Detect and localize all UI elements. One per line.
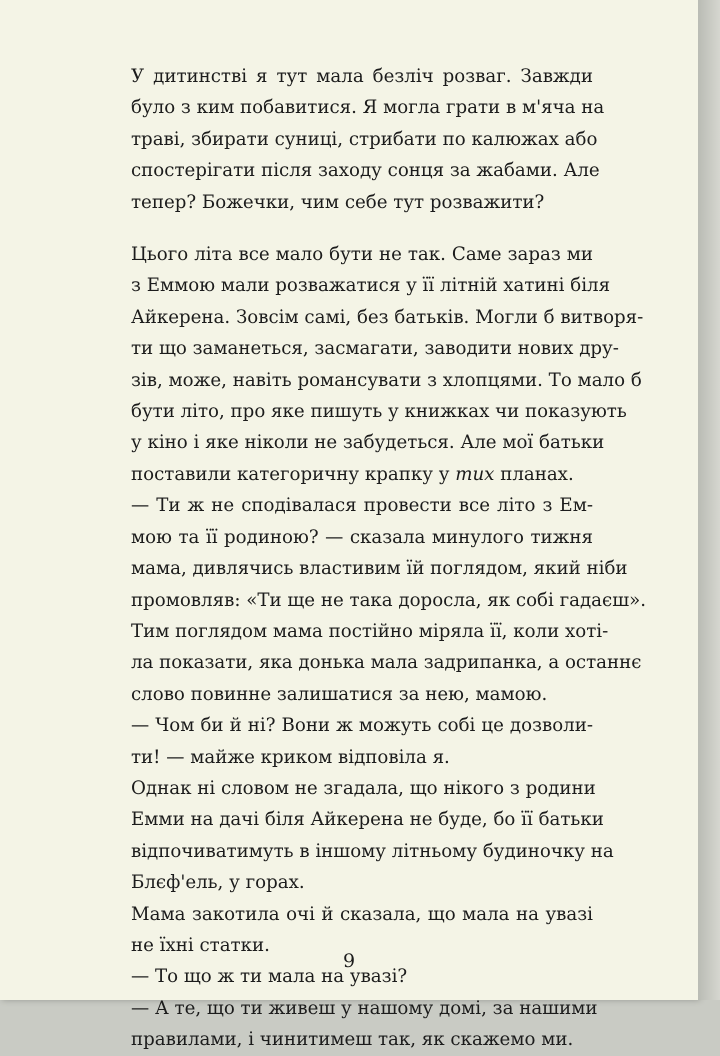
paragraph-3: [131, 490, 647, 616]
text-line: слово повинне залишатися за нею, мамою.: [131, 683, 548, 705]
paragraph-9: [131, 993, 598, 1056]
text-line: промовляв: «Ти ще не така доросла, як собі гадаєш».: [131, 589, 647, 611]
paragraph-5: [131, 710, 593, 773]
text-line: Мама закотила очі й сказала, що мала на увазі: [131, 903, 593, 925]
paragraph-1: [131, 61, 605, 218]
text-line: мама, дивлячись властивим їй поглядом, який ніби: [131, 558, 628, 580]
text-line: Тим поглядом мама постійно міряла її, коли хоті-: [131, 620, 609, 642]
text-segment: планах.: [494, 463, 574, 485]
text-line: з Еммою мали розважатися у її літній хатині біля: [131, 275, 611, 297]
text-line: Цього літа все мало бути не так. Саме зараз ми: [131, 244, 593, 266]
text-line: тепер? Божечки, чим себе тут розважити?: [131, 191, 545, 213]
page-edge: [698, 0, 720, 1000]
paragraph-4: [131, 616, 642, 710]
text-line: траві, збирати суниці, стрибати по калюжах або: [131, 128, 598, 150]
body-text: [131, 61, 647, 1056]
text-line: Блєф'ель, у горах.: [131, 872, 305, 894]
text-segment: поставили категоричну крапку у: [131, 463, 456, 485]
text-line: — Чом би й ні? Вони ж можуть собі це дозволи-: [131, 715, 593, 737]
text-line: було з ким побавитися. Я могла грати в м'яча на: [131, 97, 605, 119]
text-line: не їхні статки.: [131, 934, 270, 956]
text-line: ти що заманеться, засмагати, заводити нових дру-: [131, 338, 619, 360]
text-line: У дитинстві я тут мала безліч розваг. Завжди: [131, 66, 593, 87]
text-line: — Ти ж не сподівалася провести все літо з Ем-: [131, 495, 593, 517]
text-line: бути літо, про яке пишуть у книжках чи показують: [131, 401, 627, 423]
page-number: 9: [342, 950, 356, 972]
text-line: — То що ж ти мала на увазі?: [131, 966, 408, 988]
text-line: Однак ні словом не згадала, що нікого з родини: [131, 777, 596, 799]
emphasis-text: тих: [455, 463, 495, 485]
paragraph-6: [131, 773, 614, 899]
text-line: Айкерена. Зовсім самі, без батьків. Могли б витворя-: [131, 306, 644, 328]
text-line: правилами, і чинитимеш так, як скажемо ми.: [131, 1029, 574, 1051]
text-line: відпочиватимуть в іншому літньому будиночку на: [131, 840, 614, 862]
paragraph-2: [131, 239, 644, 490]
text-line: Емми на дачі біля Айкерена не буде, бо її батьки: [131, 809, 604, 831]
text-line: ти! — майже криком відповіла я.: [131, 746, 450, 768]
text-line: — А те, що ти живеш у нашому домі, за нашими: [131, 997, 598, 1019]
text-line: спостерігати після заходу сонця за жабами. Але: [131, 160, 600, 182]
text-line: мою та її родиною? — сказала минулого тижня: [131, 526, 593, 548]
text-line: зів, може, навіть романсувати з хлопцями. То мало б: [131, 369, 642, 391]
text-line: ла показати, яка донька мала задрипанка, а останнє: [131, 652, 642, 674]
text-line: у кіно і яке ніколи не забудеться. Але мої батьки: [131, 432, 605, 454]
text-line: [131, 459, 593, 490]
